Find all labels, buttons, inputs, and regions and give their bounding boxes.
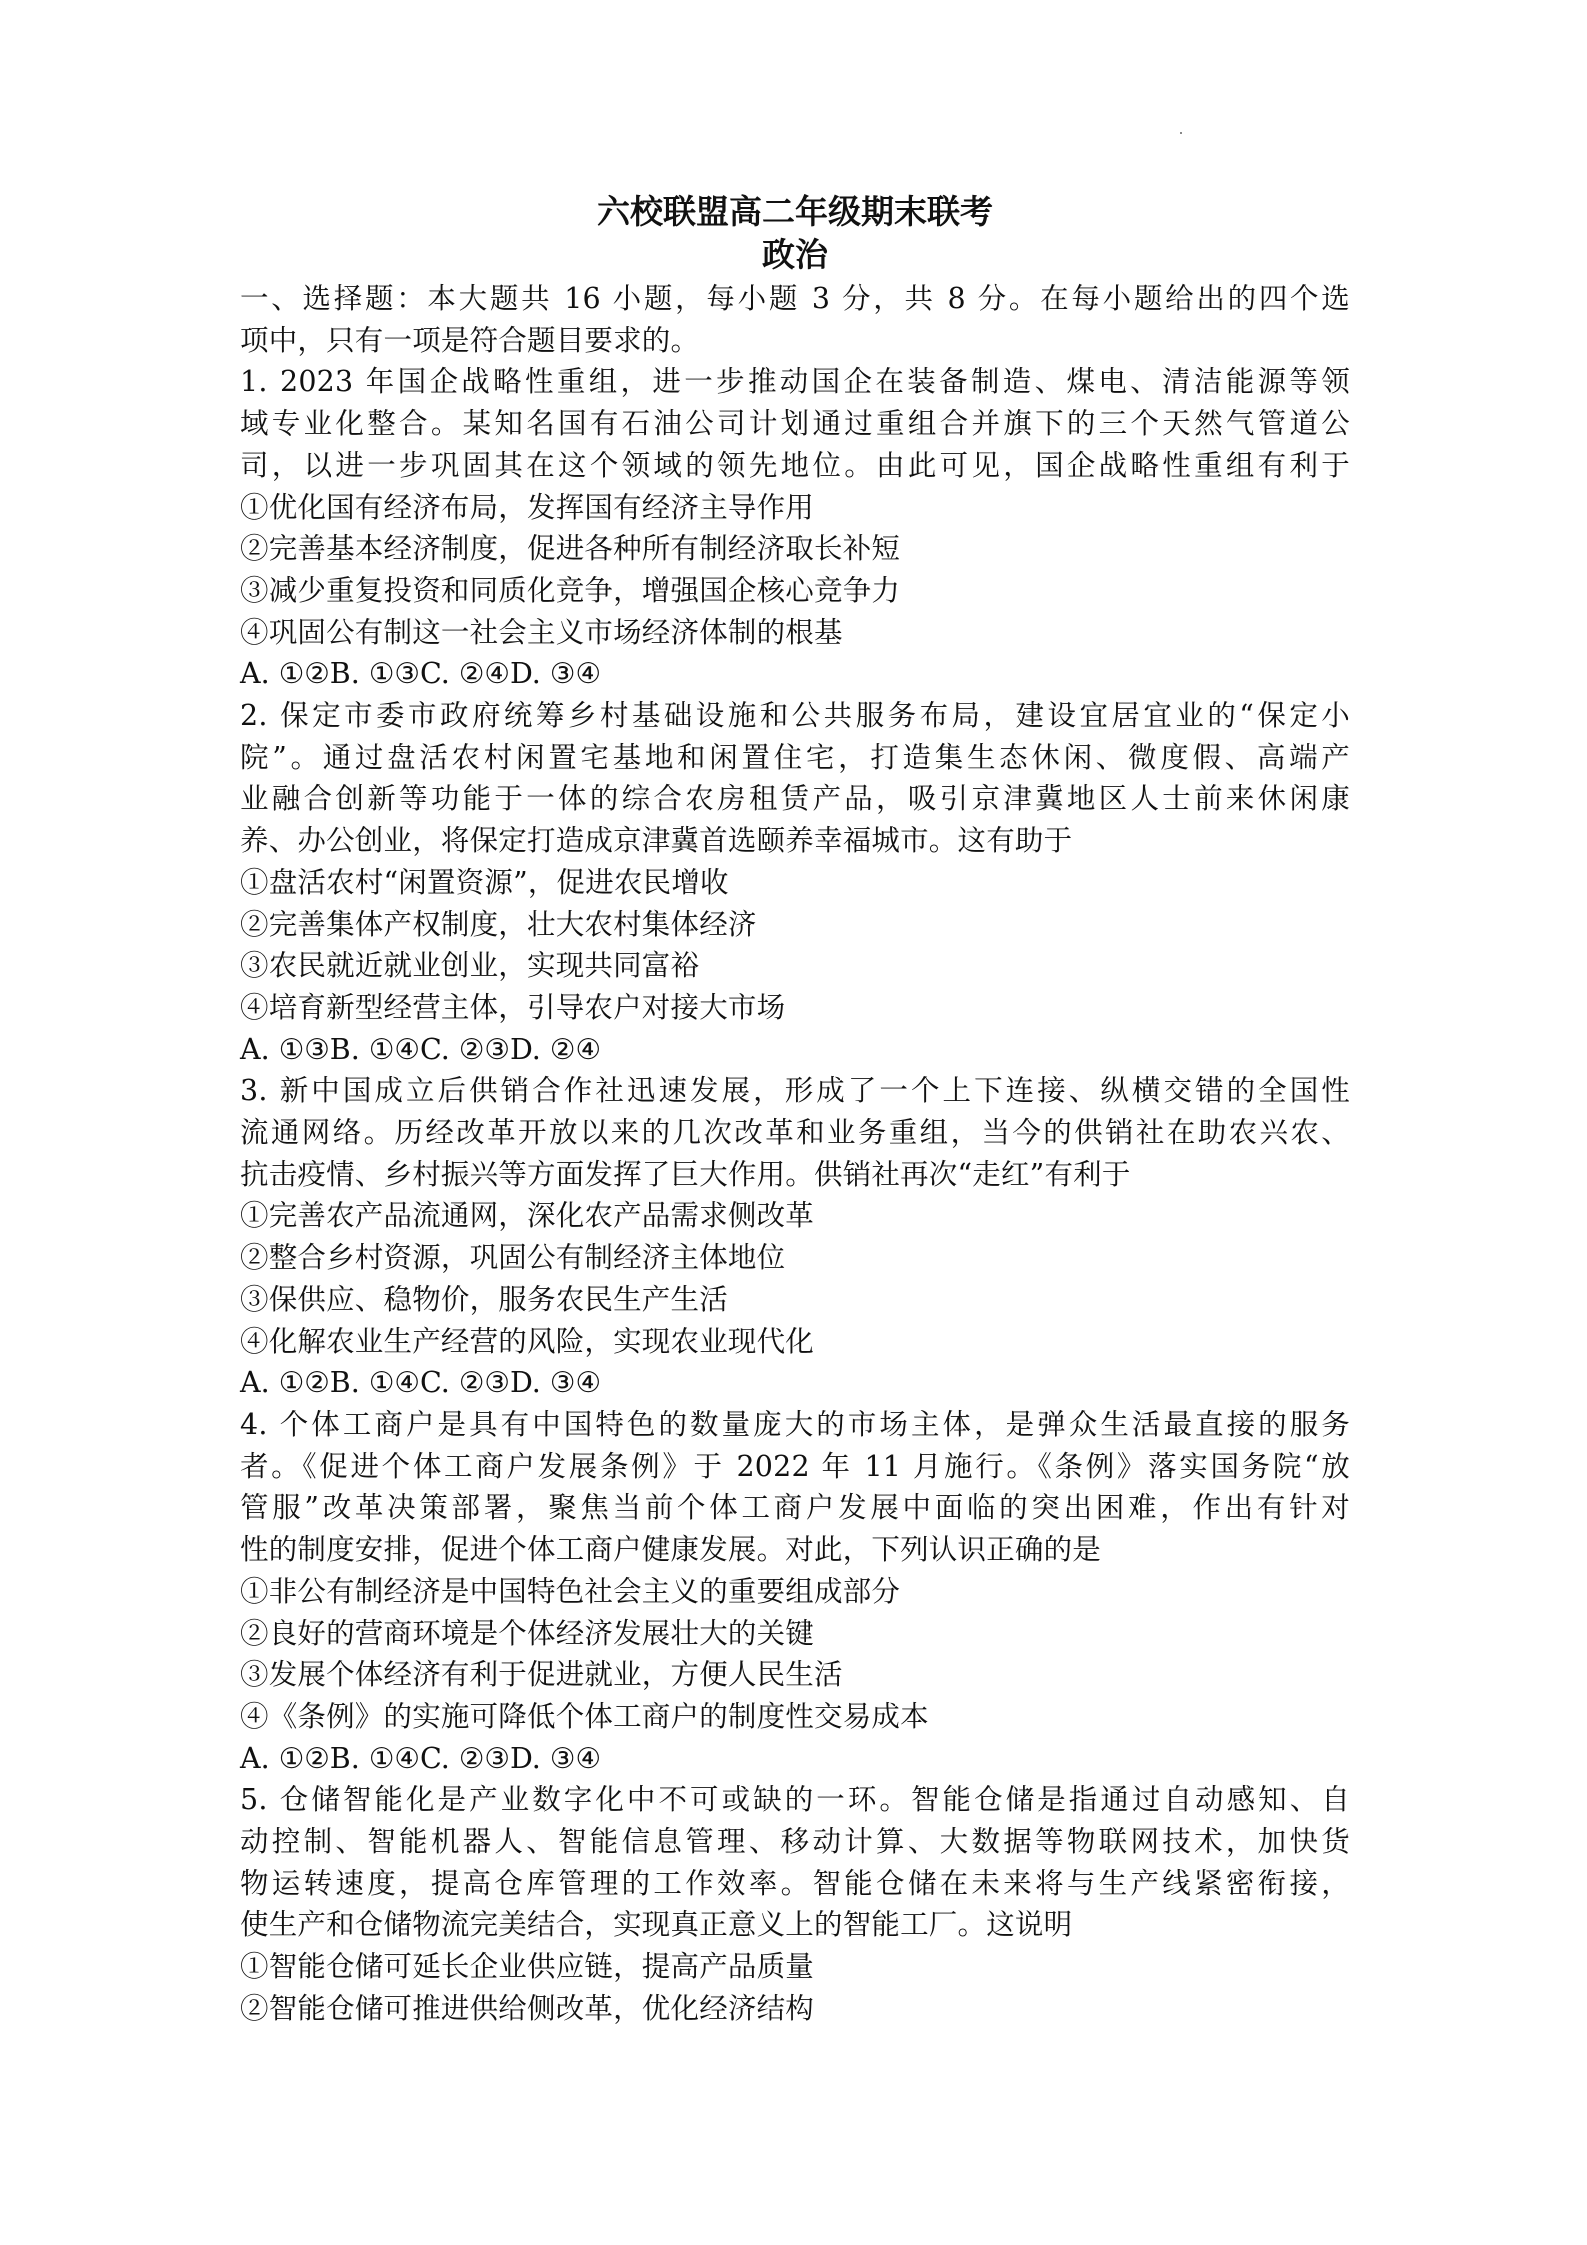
option-item: ②完善基本经济制度，促进各种所有制经济取长补短 xyxy=(240,532,901,566)
option-item: ③农民就近就业创业，实现共同富裕 xyxy=(240,949,700,983)
option-item: ①完善农产品流通网，深化农产品需求侧改革 xyxy=(240,1199,815,1233)
option-item: ③保供应、稳物价，服务农民生产生活 xyxy=(240,1282,728,1316)
section-instruction-line-2: 项中，只有一项是符合题目要求的。 xyxy=(240,323,700,357)
question-stem-line: 者。《促进个体工商户发展条例》于 2022 年 11 月施行。《条例》落实国务院“放 xyxy=(240,1449,1350,1483)
answer-choices: A. ①③B. ①④C. ②③D. ②④ xyxy=(240,1032,602,1066)
option-item: ④巩固公有制这一社会主义市场经济体制的根基 xyxy=(240,615,843,649)
option-item: ④化解农业生产经营的风险，实现农业现代化 xyxy=(240,1324,815,1358)
option-item: ①优化国有经济布局，发挥国有经济主导作用 xyxy=(240,490,815,524)
answer-choices: A. ①②B. ①④C. ②③D. ③④ xyxy=(240,1366,602,1400)
question-2 xyxy=(240,695,1350,1070)
option-item: ①非公有制经济是中国特色社会主义的重要组成部分 xyxy=(240,1574,901,1608)
question-stem-line: 物运转速度，提高仓库管理的工作效率。智能仓储在未来将与生产线紧密衔接， xyxy=(240,1866,1350,1900)
question-stem-line: 3. 新中国成立后供销合作社迅速发展，形成了一个上下连接、纵横交错的全国性 xyxy=(240,1074,1350,1108)
option-item: ④《条例》的实施可降低个体工商户的制度性交易成本 xyxy=(240,1699,929,1733)
question-stem-line: 抗击疫情、乡村振兴等方面发挥了巨大作用。供销社再次“走红”有利于 xyxy=(240,1157,1131,1191)
question-4 xyxy=(240,1404,1350,1779)
question-stem-line: 使生产和仓储物流完美结合，实现真正意义上的智能工厂。这说明 xyxy=(240,1908,1073,1942)
question-stem-line: 5. 仓储智能化是产业数字化中不可或缺的一环。智能仓储是指通过自动感知、自 xyxy=(240,1783,1350,1817)
subject-title: 政治 xyxy=(762,235,828,274)
option-item: ②完善集体产权制度，壮大农村集体经济 xyxy=(240,907,757,941)
exam-page xyxy=(240,190,1350,2030)
option-item: ②整合乡村资源，巩固公有制经济主体地位 xyxy=(240,1241,786,1275)
answer-choices: A. ①②B. ①③C. ②④D. ③④ xyxy=(240,657,602,691)
question-stem-line: 管服”改革决策部署，聚焦当前个体工商户发展中面临的突出困难，作出有针对 xyxy=(240,1491,1350,1525)
question-5 xyxy=(240,1779,1350,2029)
question-stem-line: 性的制度安排，促进个体工商户健康发展。对此，下列认识正确的是 xyxy=(240,1533,1102,1567)
question-stem-line: 域专业化整合。某知名国有石油公司计划通过重组合并旗下的三个天然气管道公 xyxy=(240,407,1350,441)
option-item: ①盘活农村“闲置资源”，促进农民增收 xyxy=(240,865,729,899)
question-stem-line: 1. 2023 年国企战略性重组，进一步推动国企在装备制造、煤电、清洁能源等领 xyxy=(240,365,1350,399)
question-stem-line: 流通网络。历经改革开放以来的几次改革和业务重组，当今的供销社在助农兴农、 xyxy=(240,1116,1350,1150)
question-stem-line: 动控制、智能机器人、智能信息管理、移动计算、大数据等物联网技术，加快货 xyxy=(240,1825,1350,1859)
question-1 xyxy=(240,361,1350,695)
option-item: ②智能仓储可推进供给侧改革，优化经济结构 xyxy=(240,1991,815,2025)
question-stem-line: 院”。通过盘活农村闲置宅基地和闲置住宅，打造集生态休闲、微度假、高端产 xyxy=(240,740,1350,774)
option-item: ②良好的营商环境是个体经济发展壮大的关键 xyxy=(240,1616,815,1650)
option-item: ①智能仓储可延长企业供应链，提高产品质量 xyxy=(240,1950,815,1984)
exam-title: 六校联盟高二年级期末联考 xyxy=(597,192,993,231)
question-stem-line: 养、办公创业，将保定打造成京津冀首选颐养幸福城市。这有助于 xyxy=(240,824,1073,858)
question-3 xyxy=(240,1070,1350,1404)
option-item: ③发展个体经济有利于促进就业，方便人民生活 xyxy=(240,1658,843,1692)
answer-choices: A. ①②B. ①④C. ②③D. ③④ xyxy=(240,1741,602,1775)
question-stem-line: 业融合创新等功能于一体的综合农房租赁产品，吸引京津冀地区人士前来休闲康 xyxy=(240,782,1350,816)
option-item: ④培育新型经营主体，引导农户对接大市场 xyxy=(240,990,786,1024)
section-instruction-line-1: 一、选择题：本大题共 16 小题，每小题 3 分，共 8 分。在每小题给出的四个选 xyxy=(240,282,1350,315)
scan-dot xyxy=(1180,132,1182,134)
question-stem-line: 司，以进一步巩固其在这个领域的领先地位。由此可见，国企战略性重组有利于 xyxy=(240,448,1350,482)
option-item: ③减少重复投资和同质化竞争，增强国企核心竞争力 xyxy=(240,573,901,607)
question-stem-line: 4. 个体工商户是具有中国特色的数量庞大的市场主体，是弹众生活最直接的服务 xyxy=(240,1407,1350,1441)
question-stem-line: 2. 保定市委市政府统筹乡村基础设施和公共服务布局，建设宜居宜业的“保定小 xyxy=(240,699,1350,733)
